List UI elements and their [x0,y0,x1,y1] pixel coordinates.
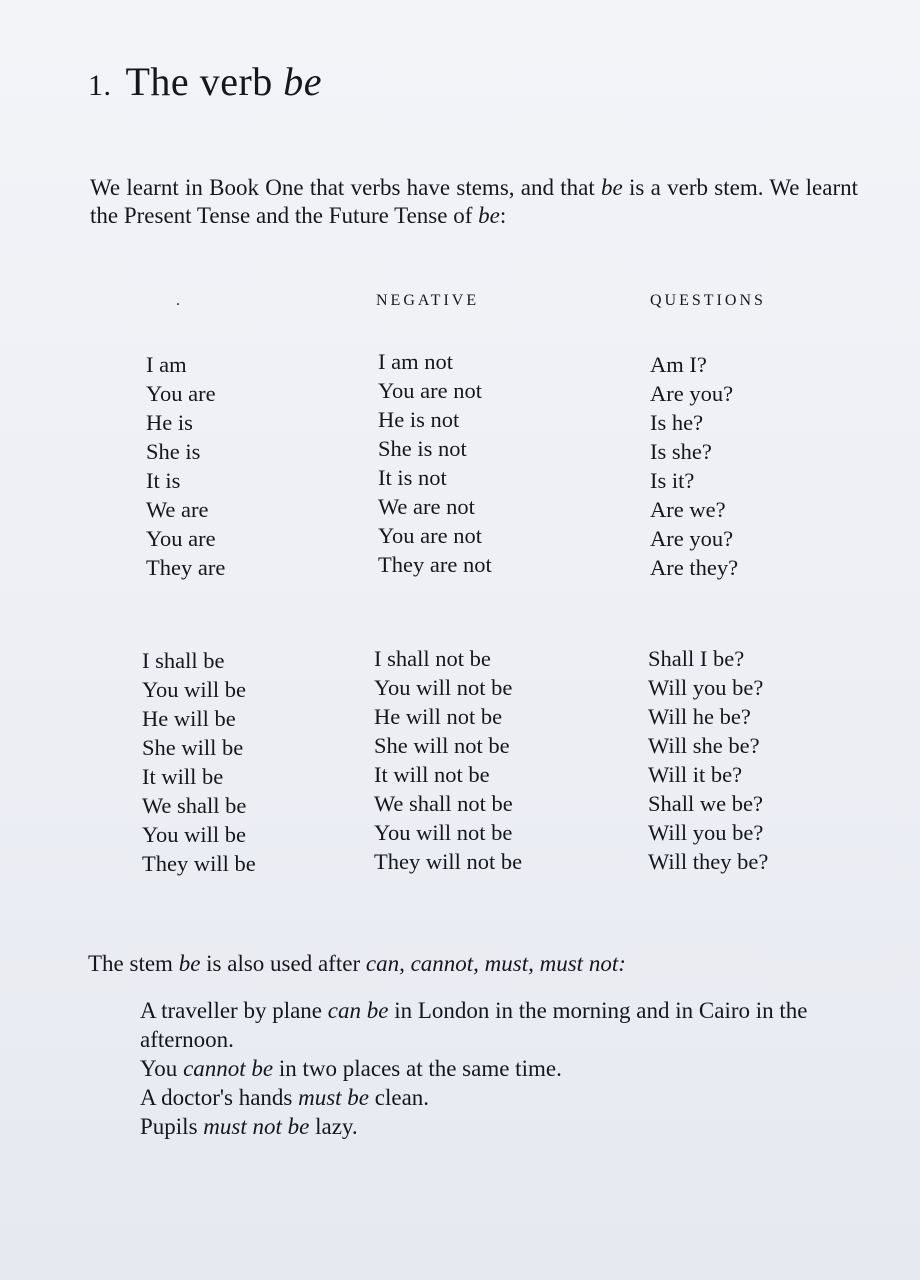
note-text-1: The stem [88,951,173,976]
table-cell: You are [146,381,216,406]
table-cell: We shall be [142,793,247,818]
present-affirmative-column [146,350,225,582]
table-cell: It will not be [374,762,490,787]
table-cell: We shall not be [374,791,513,816]
table-cell: Shall I be? [648,646,745,671]
table-cell: She will be [142,735,244,760]
table-cell: Is he? [650,410,704,435]
table-cell: Am I? [650,352,707,377]
example-text: You [140,1056,178,1081]
future-affirmative-column [142,646,256,878]
table-cell: You will not be [374,675,513,700]
table-cell: I am [146,352,187,377]
table-cell: Is it? [650,468,695,493]
example-sentence [140,1054,862,1083]
section-heading [88,58,322,105]
table-cell: It is [146,468,181,493]
table-cell: Are they? [650,555,739,580]
table-cell: They will be [142,851,256,876]
affirmative-header: . [176,292,180,309]
note-be: be [178,951,201,976]
example-sentence [140,1112,862,1141]
example-text: A traveller by plane [140,998,323,1023]
example-text: lazy. [315,1114,358,1139]
questions-header: QUESTIONS [650,292,766,309]
future-negative-column [374,644,522,876]
heading-text: The verb [125,59,273,104]
example-text: A doctor's hands [140,1085,293,1110]
note-text-2: is also used after [206,951,361,976]
table-cell: Will she be? [648,733,760,758]
table-cell: You will be [142,677,246,702]
table-cell: Will they be? [648,849,769,874]
example-text: in London in the morning and in Cairo in the afternoon. [140,998,808,1052]
table-cell: I am not [378,349,453,374]
table-cell: He is not [378,407,460,432]
table-cell: You are not [378,523,482,548]
modal-note [88,950,626,978]
table-cell: Shall we be? [648,791,763,816]
table-cell: Will you be? [648,675,764,700]
example-text: Pupils [140,1114,198,1139]
example-sentences [140,996,862,1141]
example-verb: must be [298,1085,370,1110]
example-sentence [140,996,862,1054]
table-cell: Will it be? [648,762,743,787]
negative-header: NEGATIVE [376,292,480,309]
section-number: 1. [88,69,112,102]
table-cell: She is [146,439,201,464]
table-cell: He will be [142,706,236,731]
table-cell: It will be [142,764,224,789]
table-cell: I shall be [142,648,225,673]
table-cell: Will he be? [648,704,751,729]
intro-be-1: be [601,175,623,200]
table-cell: I shall not be [374,646,491,671]
table-cell: We are [146,497,209,522]
example-verb: cannot be [183,1056,274,1081]
note-modals: can, cannot, must, must not: [365,951,626,976]
example-verb: can be [327,998,389,1023]
intro-text-3: : [499,203,507,228]
table-cell: He is [146,410,193,435]
intro-be-2: be [478,203,500,228]
future-questions-column [648,644,768,876]
table-cell: She is not [378,436,467,461]
table-cell: You are [146,526,216,551]
table-cell: She will not be [374,733,510,758]
example-text: clean. [374,1085,430,1110]
table-cell: He will not be [374,704,503,729]
present-negative-column [378,347,492,579]
table-cell: Is she? [650,439,712,464]
table-cell: Are you? [650,381,734,406]
table-cell: They will not be [374,849,523,874]
table-cell: You are not [378,378,482,403]
present-questions-column [650,350,738,582]
table-cell: Will you be? [648,820,764,845]
heading-verb: be [283,59,323,104]
table-cell: You will not be [374,820,513,845]
intro-paragraph [90,174,858,230]
table-cell: We are not [378,494,475,519]
table-cell: They are not [378,552,492,577]
table-cell: It is not [378,465,447,490]
intro-text-1: We learnt in Book One that verbs have stems, and that [90,175,595,200]
table-cell: They are [146,555,226,580]
table-cell: You will be [142,822,246,847]
table-cell: Are we? [650,497,726,522]
table-cell: Are you? [650,526,734,551]
intro-text-2: is a verb stem. We learnt the Present Tense and the Future Tense of [90,175,859,228]
example-text: in two places at the same time. [278,1056,562,1081]
example-verb: must not be [203,1114,310,1139]
example-sentence [140,1083,862,1112]
